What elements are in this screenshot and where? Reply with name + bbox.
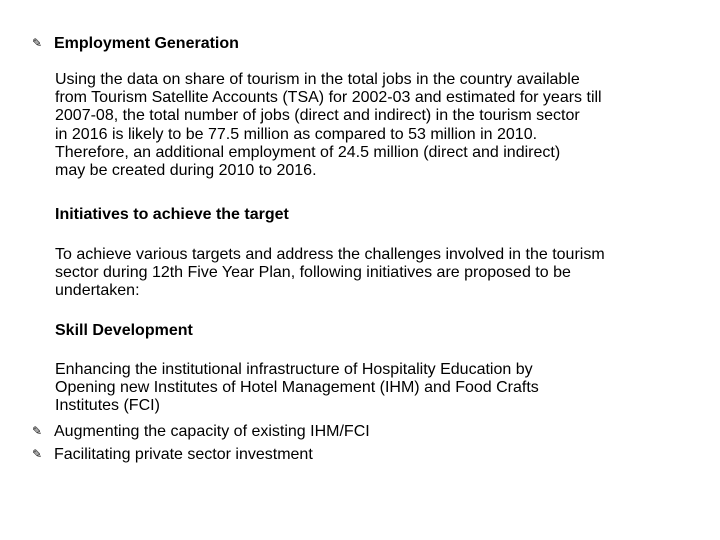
bullet-icon: ✎ (32, 447, 43, 461)
paragraph-line: may be created during 2010 to 2016. (55, 162, 317, 180)
skill-development-heading: Skill Development (55, 322, 193, 339)
employment-generation-bullet (32, 34, 239, 54)
paragraph-line: 2007-08, the total number of jobs (direct and indirect) in the tourism sector (55, 107, 580, 125)
paragraph-line: sector during 12th Five Year Plan, following initiatives are proposed to be (55, 264, 571, 282)
bullet-text: Augmenting the capacity of existing IHM/FCI (54, 423, 370, 440)
paragraph-line: Enhancing the institutional infrastructure of Hospitality Education by (55, 361, 533, 378)
paragraph-line: Using the data on share of tourism in the total jobs in the country available (55, 71, 580, 88)
skill-paragraph (55, 361, 695, 416)
paragraph-line: from Tourism Satellite Accounts (TSA) for 2002-03 and estimated for years till (55, 89, 602, 107)
paragraph-line: in 2016 is likely to be 77.5 million as compared to 53 million in 2010. (55, 125, 538, 143)
bullet-text: Facilitating private sector investment (54, 446, 313, 463)
initiatives-heading: Initiatives to achieve the target (55, 206, 289, 223)
bullet-facilitating (32, 445, 313, 465)
employment-paragraph (55, 71, 695, 180)
paragraph-line: Institutes (FCI) (55, 397, 160, 415)
bullet-augmenting (32, 422, 370, 442)
section-title: Employment Generation (54, 35, 239, 52)
initiatives-paragraph (55, 246, 695, 301)
bullet-icon: ✎ (32, 424, 43, 438)
paragraph-line: Therefore, an additional employment of 24.5 million (direct and indirect) (55, 143, 561, 161)
paragraph-line: To achieve various targets and address the challenges involved in the tourism (55, 246, 605, 263)
paragraph-line: Opening new Institutes of Hotel Management (IHM) and Food Crafts (55, 379, 539, 397)
bullet-icon: ✎ (32, 36, 43, 50)
paragraph-line: undertaken: (55, 282, 140, 300)
